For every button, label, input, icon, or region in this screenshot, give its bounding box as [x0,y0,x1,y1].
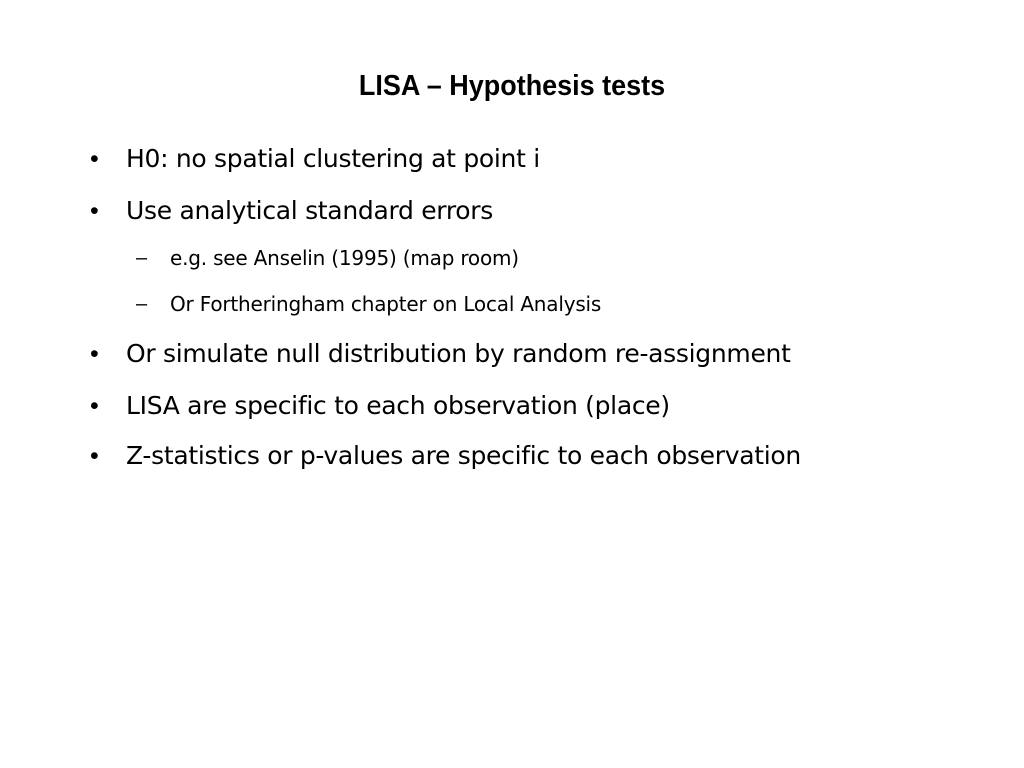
bullet-marker: • [90,442,99,470]
slide-title: LISA – Hypothesis tests [358,70,666,102]
bullet-marker: • [90,145,99,173]
bullet-text: Or simulate null distribution by random re-assignment [126,339,791,368]
sub-bullet-marker: – [136,293,148,315]
bullet-item [90,195,493,227]
bullet-marker: • [90,340,99,368]
sub-bullet-item [136,290,601,318]
bullet-marker: • [90,197,99,225]
bullet-marker: • [90,392,99,420]
bullet-text: Z-statistics or p-values are specific to each observation [126,441,801,470]
sub-bullet-item [136,244,519,272]
sub-bullet-text: e.g. see Anselin (1995) (map room) [170,246,519,270]
bullet-text: LISA are specific to each observation (place) [126,391,670,420]
bullet-item [90,338,791,370]
sub-bullet-text: Or Fortheringham chapter on Local Analysis [170,292,602,316]
bullet-text: H0: no spatial clustering at point i [126,144,540,173]
sub-bullet-marker: – [136,247,148,269]
bullet-item [90,440,801,472]
bullet-text: Use analytical standard errors [126,196,493,225]
bullet-item [90,143,540,175]
bullet-item [90,390,670,422]
